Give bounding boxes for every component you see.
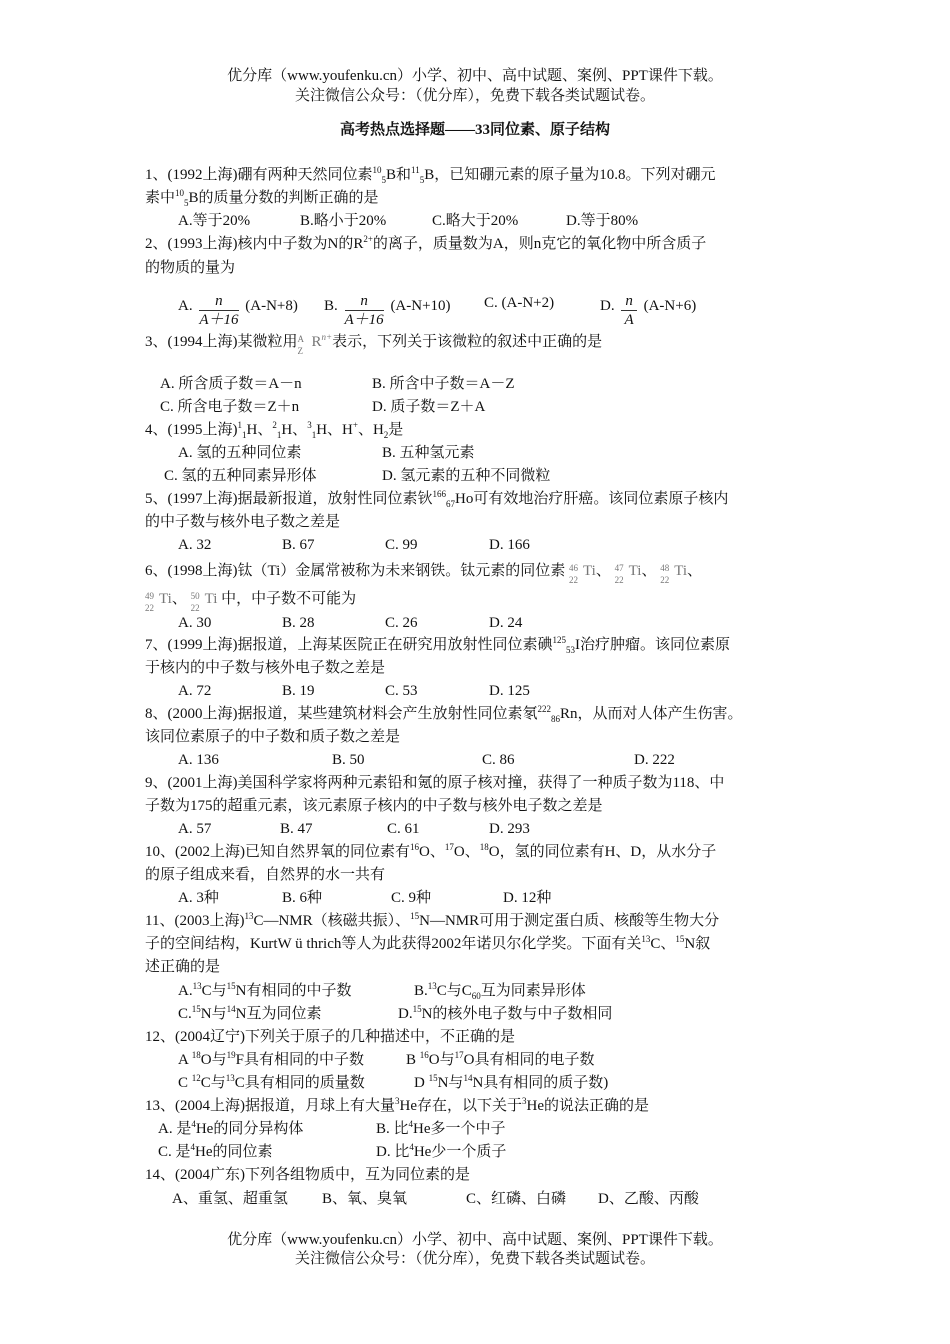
option-c: C. 9种 — [391, 890, 432, 906]
option-b: B. 19 — [282, 683, 315, 699]
option-c: C $^{12}$C与$^{13}$C具有相同的质量数 — [178, 1073, 365, 1091]
option-a: A. 136 — [178, 752, 219, 768]
option-c: C. 所含电子数＝Z＋n — [160, 399, 300, 415]
question-1-line2: 素中$^{10}_5$B的质量分数的判断正确的是 — [145, 188, 379, 208]
question-9-line2: 子数为175的超重元素，该元素原子核内的中子数与核外电子数之差是 — [145, 798, 603, 814]
option-d: D、乙酸、丙酸 — [598, 1191, 699, 1207]
page-footer-line2: 关注微信公众号：（优分库），免费下载各类试题试卷。 — [294, 1251, 655, 1267]
option-a: A、重氢、超重氢 — [172, 1191, 288, 1207]
question-6-line1: 6、(1998上海)钛（Ti）金属常被称为未来钢铁。钛元素的同位素 46 22 Ti、 47 22 Ti、 48 22 Ti、 — [145, 563, 703, 585]
question-10-options — [0, 887, 950, 909]
option-c: C. (A-N+2) — [484, 295, 555, 311]
question-11-options-row1 — [0, 980, 950, 1002]
option-a: A. 是$^4$He的同分异构体 — [158, 1119, 304, 1137]
question-6-options — [0, 612, 950, 634]
option-c: C. 61 — [387, 821, 420, 837]
option-b: B. $\frac{n}{A+16}$ (A-N+10) — [324, 293, 451, 328]
question-10-line1: 10、(2002上海)已知自然界氧的同位素有$^{16}$O、$^{17}$O、$^{18}$O，氢的同位素有H、D，从水分子 — [145, 842, 717, 860]
option-d: D. 质子数＝Z＋A — [372, 399, 486, 415]
option-d: D.等于80% — [566, 213, 639, 229]
option-d: D. 比$^4$He少一个质子 — [376, 1142, 507, 1160]
question-8-line1: 8、(2000上海)据报道，某些建筑材料会产生放射性同位素氡$^{222}_{86}$Rn，从而对人体产生伤害。 — [145, 704, 743, 724]
option-b: B.$^{13}$C与$C_{60}$互为同素异形体 — [414, 981, 586, 1001]
question-1-options — [0, 210, 950, 232]
question-7-line2: 于核内的中子数与核外电子数之差是 — [145, 660, 386, 676]
option-c: C. 26 — [385, 615, 418, 631]
question-2-line2: 的物质的量为 — [145, 260, 236, 276]
option-b: B. 比$^4$He多一个中子 — [376, 1119, 506, 1137]
question-10-line2: 的原子组成来看，自然界的水一共有 — [145, 867, 386, 883]
question-4-options-row1 — [0, 442, 950, 464]
question-3-options-row2 — [0, 396, 950, 418]
option-b: B. 67 — [282, 537, 315, 553]
option-b: B.略小于20% — [300, 213, 387, 229]
option-c: C. 氢的五种同素异形体 — [164, 468, 317, 484]
question-9-options — [0, 818, 950, 840]
option-a: A. 氢的五种同位素 — [178, 445, 302, 461]
option-c: C、红磷、白磷 — [466, 1191, 567, 1207]
option-d: D. 24 — [489, 615, 523, 631]
page-header-line2: 关注微信公众号：（优分库），免费下载各类试题试卷。 — [294, 88, 655, 104]
option-b: B. 所含中子数＝A－Z — [372, 376, 515, 392]
page-footer-line1: 优分库（www.youfenku.cn）小学、初中、高中试题、案例、PPT课件下载。 — [227, 1232, 723, 1248]
option-d: D. 125 — [489, 683, 530, 699]
question-11-line1: 11、(2003上海)$^{13}$C—NMR（核磁共振）、$^{15}$N—NMR可用于测定蛋白质、核酸等生物大分 — [145, 911, 720, 929]
option-d: D. 166 — [489, 537, 530, 553]
option-a: A. 32 — [178, 537, 212, 553]
option-b: B、氧、臭氧 — [322, 1191, 408, 1207]
option-c: C. 86 — [482, 752, 515, 768]
question-14-line1: 14、(2004广东)下列各组物质中，互为同位素的是 — [145, 1167, 470, 1183]
option-a: A. 3种 — [178, 890, 219, 906]
question-8-line2: 该同位素原子的中子数和质子数之差是 — [145, 729, 401, 745]
option-b: B. 五种氢元素 — [382, 445, 475, 461]
question-3-line1: 3、(1994上海)某微粒用 A Z $R^{n+}$表示，下列关于该微粒的叙述中正确的是 — [145, 332, 603, 356]
question-1-line1: 1、(1992上海)硼有两种天然同位素$^{10}_5$B和$^{11}_5$B，已知硼元素的原子量为10.8。下列对硼元 — [145, 165, 716, 185]
option-a: A.等于20% — [178, 213, 251, 229]
question-9-line1: 9、(2001上海)美国科学家将两种元素铅和氪的原子核对撞，获得了一种质子数为118、中 — [145, 775, 725, 791]
question-4-line1: 4、(1995上海)$^1_1$H、$^2_1$H、$^3_1$H、H+、$H_2$是 — [145, 420, 404, 440]
question-8-options — [0, 749, 950, 771]
option-d: D. 293 — [489, 821, 530, 837]
question-13-options-row2 — [0, 1141, 950, 1163]
option-b: B. 47 — [280, 821, 313, 837]
option-b: B. 6种 — [282, 890, 323, 906]
page-title: 高考热点选择题——33同位素、原子结构 — [339, 122, 610, 138]
option-a: A. 所含质子数＝A－n — [160, 376, 302, 392]
option-a: A $^{18}$O与$^{19}$F具有相同的中子数 — [178, 1050, 364, 1068]
option-c: C.$^{15}$N与$^{14}$N互为同位素 — [178, 1004, 322, 1022]
option-d: D. 12种 — [503, 890, 552, 906]
option-a: A. 57 — [178, 821, 212, 837]
option-a: A. 30 — [178, 615, 212, 631]
option-d: D. 222 — [634, 752, 675, 768]
option-c: C. 53 — [385, 683, 418, 699]
option-c: C.略大于20% — [432, 213, 519, 229]
question-11-options-row2 — [0, 1003, 950, 1025]
question-12-line1: 12、(2004辽宁)下列关于原子的几种描述中，不正确的是 — [145, 1029, 515, 1045]
question-7-options — [0, 680, 950, 702]
question-11-line2: 子的空间结构，KurtW ü thrich等人为此获得2002年诺贝尔化学奖。下面有关$^{13}$C、$^{15}$N叙 — [145, 934, 711, 952]
question-2-options — [0, 284, 950, 328]
option-d: D $^{15}$N与$^{14}$N具有相同的质子数) — [414, 1073, 609, 1091]
question-7-line1: 7、(1999上海)据报道，上海某医院正在研究用放射性同位素碘$^{125}_{53}$I治疗肿瘤。该同位素原 — [145, 635, 731, 655]
option-d: D. 氢元素的五种不同微粒 — [382, 468, 551, 484]
question-12-options-row2 — [0, 1072, 950, 1094]
question-13-line1: 13、(2004上海)据报道，月球上有大量$^3$He存在，以下关于$^3$He的说法正确的是 — [145, 1096, 649, 1114]
question-13-options-row1 — [0, 1118, 950, 1140]
option-b: B $^{16}$O与$^{17}$O具有相同的电子数 — [406, 1050, 595, 1068]
question-3-options-row1 — [0, 373, 950, 395]
option-d: D.$^{15}$N的核外电子数与中子数相同 — [398, 1004, 613, 1022]
option-c: C. 是$^4$He的同位素 — [158, 1142, 273, 1160]
question-14-options — [0, 1188, 950, 1210]
option-a: A.$^{13}$C与$^{15}$N有相同的中子数 — [178, 981, 352, 999]
option-d: D. $\frac{n}{A}$ (A-N+6) — [600, 293, 697, 328]
question-2-line1: 2、(1993上海)核内中子数为N的$R^{2+}$的离子，质量数为A，则n克它的氧化物中所含质子 — [145, 234, 707, 252]
option-c: C. 99 — [385, 537, 418, 553]
nuclide-symbol: A Z — [297, 334, 304, 356]
option-b: B. 50 — [332, 752, 365, 768]
question-11-line3: 述正确的是 — [145, 959, 221, 975]
question-12-options-row1 — [0, 1049, 950, 1071]
question-5-line1: 5、(1997上海)据最新报道，放射性同位素钬$^{166}_{67}$Ho可有效地治疗肝癌。该同位素原子核内 — [145, 489, 729, 509]
question-6-line2: 49 22 Ti、 50 22 Ti 中，中子数不可能为 — [145, 591, 357, 613]
option-a: A. 72 — [178, 683, 212, 699]
page-header-line1: 优分库（www.youfenku.cn）小学、初中、高中试题、案例、PPT课件下载。 — [227, 68, 723, 84]
option-a: A. $\frac{n}{A+16}$ (A-N+8) — [178, 293, 298, 328]
question-5-options — [0, 534, 950, 556]
question-5-line2: 的中子数与核外电子数之差是 — [145, 514, 341, 530]
question-4-options-row2 — [0, 465, 950, 487]
option-b: B. 28 — [282, 615, 315, 631]
